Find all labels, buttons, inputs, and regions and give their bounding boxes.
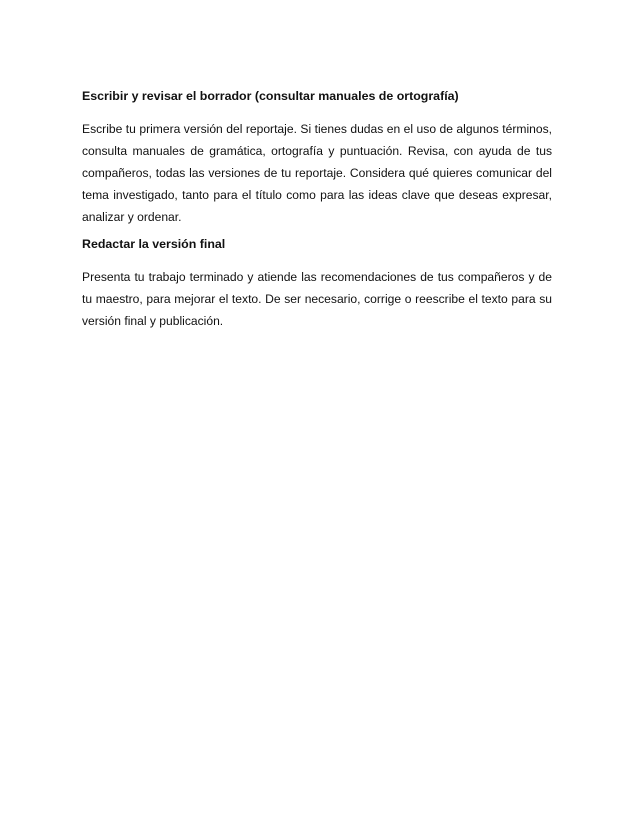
section-body-final: Presenta tu trabajo terminado y atiende las recomendaciones de tus compañeros y de tu maestro, para mejorar el texto. De ser necesario, corrige o reescribe el texto para su versión final y publicación. [82, 270, 552, 328]
spacer [82, 252, 552, 266]
section-heading-draft: Escribir y revisar el borrador (consultar manuales de ortografía) [82, 89, 459, 103]
page-content [82, 88, 552, 332]
section-body-draft: Escribe tu primera versión del reportaje. Si tienes dudas en el uso de algunos términos, consulta manuales de gramática, ortografía y puntuación. Revisa, con ayuda de tus compañeros, todas las versiones de tu reportaje. Considera qué quieres comunicar del tema investigado, tanto para el título como para las ideas clave que deseas expresar, analizar y ordenar. [82, 122, 552, 224]
section-heading-final: Redactar la versión final [82, 237, 226, 251]
spacer [82, 104, 552, 118]
spacer [82, 228, 552, 236]
